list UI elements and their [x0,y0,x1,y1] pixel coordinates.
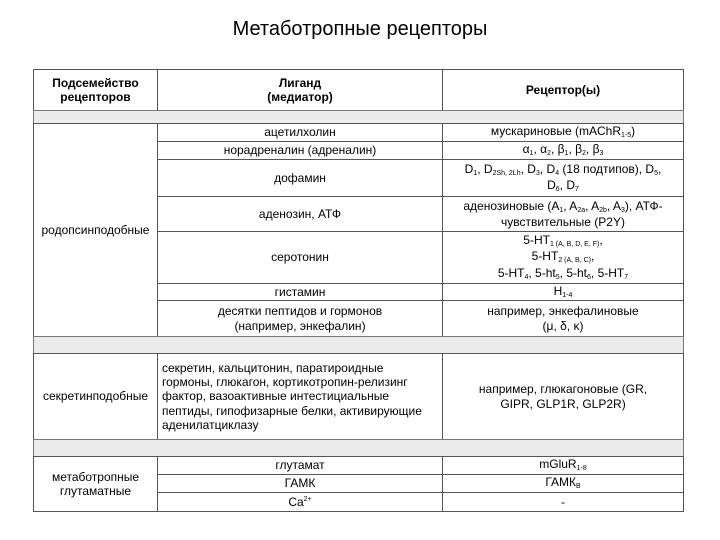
spacer-row [33,336,684,354]
receptor-ca-text: - [561,494,565,509]
ligand-ado-text: аденозин, АТФ [258,206,342,221]
receptor-his-text: $H_{1-4}$ [553,283,573,299]
ligand-ach-text: ацетилхолин [264,125,336,140]
ligand-ser [157,231,443,284]
receptor-sec-text: например, глюкагоновые (GR, GIPR, GLP1R, GLP2R) [478,382,648,411]
receptor-ach [442,123,684,142]
group-secretin-text: секретинподобные [42,389,149,404]
ligand-da [157,159,443,197]
ligand-sec-text: секретин, кальцитонин, паратироидные гормоны, глюкагон, кортикотропин-релизинг фактор, вазоактивные интестициальные пептиды, гипофизарные белки, активирующие аденилатциклазу [162,360,422,433]
ligand-sec [157,353,443,440]
ligand-ca-text: $Ca^{2+}$ [288,494,312,509]
receptor-pep [442,300,684,337]
ligand-na-text: норадреналин (адреналин) [223,143,377,158]
receptor-ser [442,231,684,284]
page-title: Метаботропные рецепторы [232,18,488,40]
ligand-glu [157,456,443,475]
ligand-gaba [157,474,443,493]
receptor-da-text: $D_1$, $D_{2Sh, 2Lh}$, $D_3$, $D_4$ (18 подтипов), $D_5$, $D_6$, $D_7$ [464,161,662,193]
receptor-gaba [442,474,684,493]
ligand-ca [157,492,443,512]
receptor-ser-text: $5-HT_{1 (A, B, D, E, F)}$, $5-HT_{2 (A, B, C)}$, $5-HT_4$, $5-ht_5$, $5-ht_6$, $5-HT_7$ [497,232,629,281]
receptor-na [442,141,684,160]
header-family [33,69,158,111]
receptor-ach-text: мускариновые (mAChR$_{1-5}$) [490,124,636,140]
group-glutamate-text: метаботропные глутаматные [51,469,140,498]
ligand-pep [157,300,443,337]
receptor-glu-text: mGluR$_{1-8}$ [539,457,587,473]
ligand-his-text: гистамин [274,284,326,299]
ligand-glu-text: глутамат [275,458,325,473]
receptor-ca [442,492,684,512]
header-receptor [442,69,684,111]
receptor-glu [442,456,684,475]
ligand-ser-text: серотонин [271,250,329,265]
receptor-his [442,283,684,301]
group-glutamate [33,456,158,512]
receptor-pep-text: например, энкефалиновые (μ, δ, κ) [487,304,639,333]
ligand-da-text: дофамин [274,170,326,185]
receptor-ado-text: аденозиновые ($A_1$, $A_{2a}$, $A_{2b}$, $A_3$), АТФ- чувствительные (P2Y) [463,198,663,229]
ligand-his [157,283,443,301]
ligand-ado [157,196,443,232]
ligand-ach [157,123,443,142]
spacer-row [33,439,684,457]
receptor-sec [442,353,684,440]
receptor-gaba-text: $ГАМК_B$ [545,475,581,491]
header-receptor-text: Рецептор(ы) [525,82,601,97]
group-rhodopsin-text: родопсинподобные [41,222,150,237]
header-family-text: Подсемейство рецепторов [52,75,139,104]
header-ligand [157,69,443,111]
receptor-da [442,159,684,197]
receptor-na-text: $\alpha_1$, $\alpha_2$, $\beta_1$, $\beta_2$, $\beta_3$ [522,142,604,158]
group-secretin [33,353,158,440]
spacer-row [33,110,684,124]
header-ligand-text: Лиганд (медиатор) [267,75,333,104]
ligand-na [157,141,443,160]
ligand-gaba-text: ГАМК [284,476,316,491]
ligand-pep-text: десятки пептидов и гормонов (например, энкефалин) [217,304,383,333]
group-rhodopsin [33,123,158,337]
receptor-ado [442,196,684,232]
